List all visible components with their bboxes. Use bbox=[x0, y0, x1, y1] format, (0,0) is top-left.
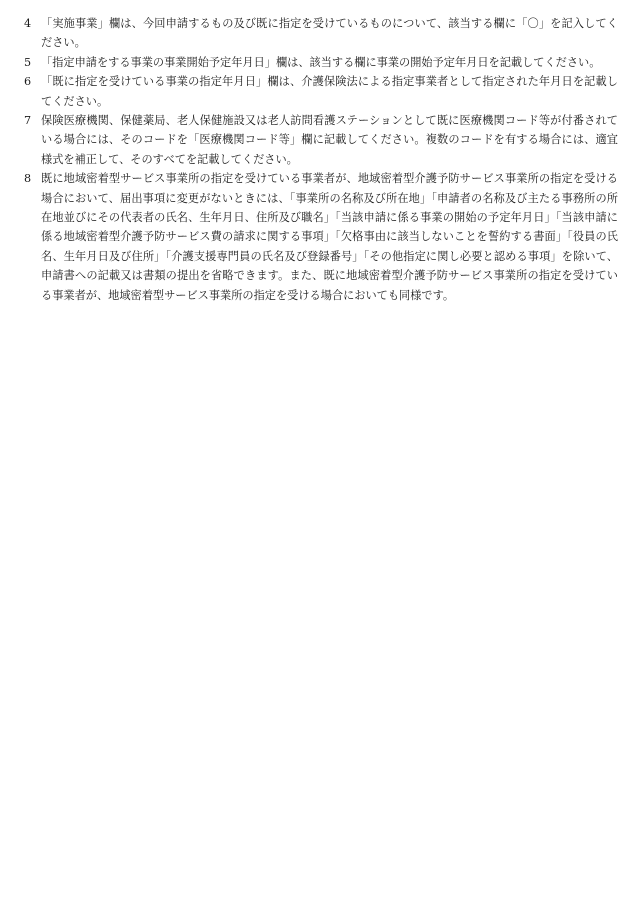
note-text: 既に地域密着型サービス事業所の指定を受けている事業者が、地域密着型介護予防サービス事業所の指定を受ける場合において、届出事項に変更がないときには、「事業所の名称及び所在地」「申請者の名称及び主たる事務所の所在地並びにその代表者の氏名、生年月日、住所及び職名」「当該申請に係る事業の開始の予定年月日」「当該申請に係る地域密着型介護予防サービス費の請求に関する事項」「欠格事由に該当しないことを誓約する書面」「役員の氏名、生年月日及び住所」「介護支援専門員の氏名及び登録番号」「その他指定に関し必要と認める事項」を除いて、申請書への記載又は書類の提出を省略できます。また、既に地域密着型介護予防サービス事業所の指定を受けている事業者が、地域密着型サービス事業所の指定を受ける場合においても同様です。 bbox=[41, 172, 618, 302]
note-text: 「指定申請をする事業の事業開始予定年月日」欄は、該当する欄に事業の開始予定年月日を記載してください。 bbox=[41, 55, 601, 69]
note-number: 6 bbox=[24, 75, 32, 89]
note-text: 「実施事業」欄は、今回申請するもの及び既に指定を受けているものについて、該当する欄に「〇」を記入してください。 bbox=[41, 17, 618, 50]
note-item-5 bbox=[24, 53, 618, 72]
note-number: 4 bbox=[24, 17, 32, 30]
note-text: 保険医療機関、保健薬局、老人保健施設又は老人訪問看護ステーションとして既に医療機関コード等が付番されている場合には、そのコードを「医療機関コード等」欄に記載してください。複数のコードを有する場合には、適宜様式を補正して、そのすべてを記載してください。 bbox=[41, 114, 618, 166]
note-item-7 bbox=[24, 111, 618, 169]
note-text: 「既に指定を受けている事業の指定年月日」欄は、介護保険法による指定事業者として指定された年月日を記載してください。 bbox=[41, 75, 618, 108]
note-item-4 bbox=[24, 14, 618, 53]
note-item-6 bbox=[24, 72, 618, 111]
note-number: 7 bbox=[24, 114, 32, 128]
note-item-8 bbox=[24, 169, 618, 305]
note-number: 8 bbox=[24, 172, 32, 186]
note-number: 5 bbox=[24, 55, 32, 69]
notes-list bbox=[24, 14, 618, 305]
